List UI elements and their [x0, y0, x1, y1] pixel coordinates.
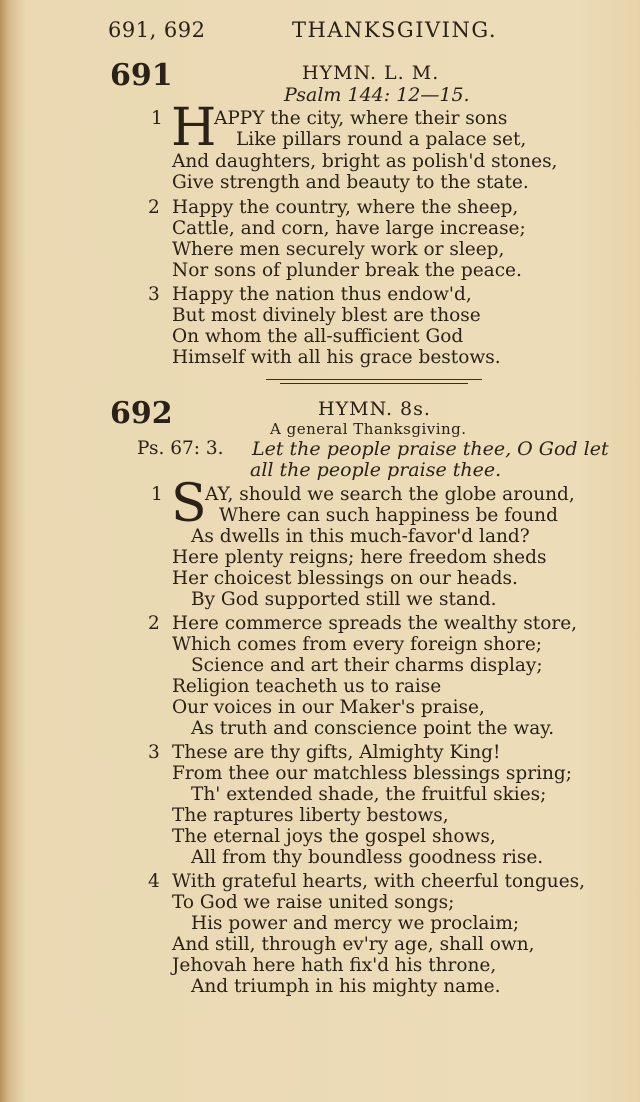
- verse-line: And triumph in his mighty name.: [191, 976, 501, 997]
- verse-line: To God we raise united songs;: [172, 892, 455, 913]
- verse-line: The raptures liberty bestows,: [172, 805, 449, 826]
- hymn-692-number: 692: [110, 396, 173, 431]
- section-title: THANKSGIVING.: [292, 18, 498, 42]
- drop-cap: H: [171, 98, 217, 158]
- verse-line: Here plenty reigns; here freedom sheds: [172, 547, 547, 568]
- scripture-quote: all the people praise thee.: [250, 459, 502, 481]
- verse-line: Jehovah here hath fix'd his throne,: [172, 955, 497, 976]
- drop-cap: S: [171, 474, 207, 534]
- verse-line: Religion teacheth us to raise: [172, 676, 442, 697]
- hymn-691-title: HYMN. L. M.: [302, 62, 440, 84]
- hymn-divider: [266, 379, 482, 380]
- verse-line: Give strength and beauty to the state.: [172, 172, 529, 193]
- verse-line: And daughters, bright as polish'd stones,: [172, 151, 558, 172]
- verse-line: On whom the all-sufficient God: [172, 326, 464, 347]
- verse-number: 1: [151, 108, 163, 129]
- verse-line: Cattle, and corn, have large increase;: [172, 218, 526, 239]
- page-numbers: 691, 692: [108, 18, 206, 42]
- hymn-691-number: 691: [110, 58, 173, 93]
- verse-line: From thee our matchless blessings spring;: [172, 763, 572, 784]
- verse-line: Here commerce spreads the wealthy store,: [172, 613, 578, 634]
- verse-line: With grateful hearts, with cheerful tongues,: [172, 871, 586, 892]
- verse-line: All from thy boundless goodness rise.: [191, 847, 544, 868]
- verse-line: But most divinely blest are those: [172, 305, 481, 326]
- verse-line: The eternal joys the gospel shows,: [172, 826, 496, 847]
- verse-line: Our voices in our Maker's praise,: [172, 697, 485, 718]
- verse-line: And still, through ev'ry age, shall own,: [172, 934, 535, 955]
- verse-number: 1: [151, 484, 163, 505]
- hymn-divider: [280, 383, 468, 384]
- verse-number: 3: [148, 742, 160, 763]
- verse-line: As truth and conscience point the way.: [191, 718, 555, 739]
- hymn-692-title: HYMN. 8s.: [318, 398, 431, 420]
- verse-line: AY, should we search the globe around,: [205, 484, 575, 505]
- hymn-692-subtitle: A general Thanksgiving.: [270, 420, 467, 438]
- verse-line: Like pillars round a palace set,: [236, 129, 527, 150]
- verse-line: Which comes from every foreign shore;: [172, 634, 543, 655]
- verse-line: Happy the nation thus endow'd,: [172, 284, 472, 305]
- verse-line: Where men securely work or sleep,: [172, 239, 505, 260]
- verse-number: 3: [148, 284, 160, 305]
- verse-line: Her choicest blessings on our heads.: [172, 568, 518, 589]
- verse-line: Th' extended shade, the fruitful skies;: [191, 784, 547, 805]
- verse-line: Where can such happiness be found: [219, 505, 558, 526]
- running-header: [108, 18, 612, 48]
- verse-line: Happy the country, where the sheep,: [172, 197, 519, 218]
- verse-number: 4: [148, 871, 160, 892]
- verse-line: By God supported still we stand.: [191, 589, 497, 610]
- scripture-ref: Ps. 67: 3.: [137, 438, 224, 459]
- verse-line: As dwells in this much-favor'd land?: [191, 526, 530, 547]
- verse-line: APPY the city, where their sons: [214, 108, 508, 129]
- verse-line: Nor sons of plunder break the peace.: [172, 260, 522, 281]
- verse-line: Science and art their charms display;: [191, 655, 543, 676]
- verse-line: Himself with all his grace bestows.: [172, 347, 501, 368]
- verse-number: 2: [148, 197, 160, 218]
- scripture-quote: Let the people praise thee, O God let: [252, 438, 609, 460]
- verse-line: His power and mercy we proclaim;: [191, 913, 520, 934]
- hymn-691-psalm: Psalm 144: 12—15.: [284, 84, 470, 106]
- verse-line: These are thy gifts, Almighty King!: [172, 742, 501, 763]
- verse-number: 2: [148, 613, 160, 634]
